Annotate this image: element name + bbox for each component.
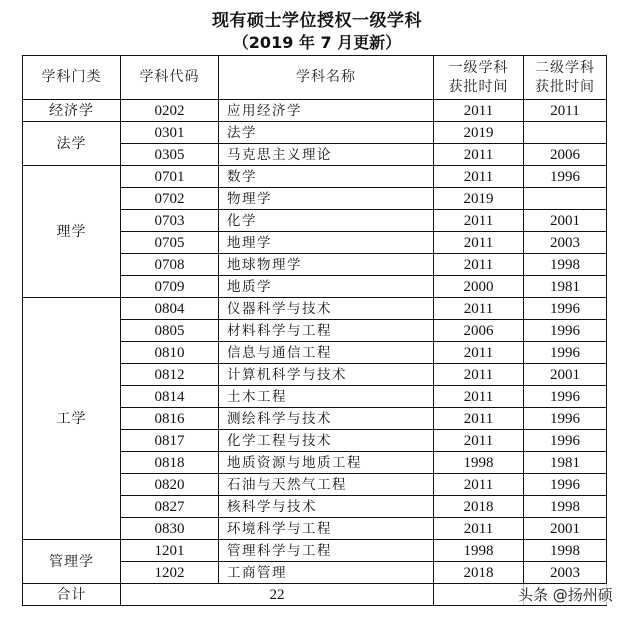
code-cell: 0830 [121,518,219,540]
header-second-level-date: 二级学科 获批时间 [524,56,607,100]
name-cell: 仪器科学与技术 [219,298,434,320]
discipline-table [22,55,607,606]
name-cell: 土木工程 [219,386,434,408]
second-level-date-cell: 1998 [524,540,607,562]
code-cell: 1202 [121,562,219,584]
first-level-date-cell: 2011 [434,254,524,276]
first-level-date-cell: 2018 [434,562,524,584]
second-level-date-cell: 1996 [524,386,607,408]
code-cell: 0301 [121,122,219,144]
first-level-date-cell: 2019 [434,188,524,210]
code-cell: 0810 [121,342,219,364]
code-cell: 0305 [121,144,219,166]
document-subtitle: （2019 年 7 月更新） [232,33,402,52]
code-cell: 0818 [121,452,219,474]
second-level-date-cell: 2006 [524,144,607,166]
first-level-date-cell: 2011 [434,386,524,408]
category-cell: 经济学 [23,100,121,122]
second-level-date-cell: 1981 [524,452,607,474]
name-cell: 测绘科学与技术 [219,408,434,430]
second-level-date-cell: 1996 [524,408,607,430]
first-level-date-cell: 2011 [434,342,524,364]
table-row [23,166,607,188]
first-level-date-cell: 2011 [434,364,524,386]
table-body [23,100,607,584]
first-level-date-cell: 2011 [434,408,524,430]
first-level-date-cell: 2011 [434,298,524,320]
second-level-date-cell: 1996 [524,342,607,364]
code-cell: 0705 [121,232,219,254]
total-empty-cell [434,584,524,606]
first-level-date-cell: 2011 [434,166,524,188]
code-cell: 0708 [121,254,219,276]
second-level-date-cell: 2001 [524,518,607,540]
name-cell: 数学 [219,166,434,188]
code-cell: 1201 [121,540,219,562]
first-level-date-cell: 1998 [434,452,524,474]
code-cell: 0817 [121,430,219,452]
name-cell: 管理科学与工程 [219,540,434,562]
category-cell: 法学 [23,122,121,166]
code-cell: 0202 [121,100,219,122]
code-cell: 0814 [121,386,219,408]
second-level-date-cell: 1996 [524,474,607,496]
name-cell: 化学 [219,210,434,232]
first-level-date-cell: 2011 [434,210,524,232]
second-level-date-cell: 1996 [524,166,607,188]
first-level-date-cell: 2011 [434,232,524,254]
name-cell: 化学工程与技术 [219,430,434,452]
name-cell: 材料科学与工程 [219,320,434,342]
code-cell: 0804 [121,298,219,320]
second-level-date-cell: 2011 [524,100,607,122]
category-cell: 工学 [23,298,121,540]
second-level-date-cell: 2003 [524,562,607,584]
second-level-date-cell: 1998 [524,254,607,276]
code-cell: 0812 [121,364,219,386]
table-row [23,100,607,122]
code-cell: 0703 [121,210,219,232]
name-cell: 地球物理学 [219,254,434,276]
name-cell: 环境科学与工程 [219,518,434,540]
name-cell: 物理学 [219,188,434,210]
second-level-date-cell: 1996 [524,298,607,320]
name-cell: 石油与天然气工程 [219,474,434,496]
code-cell: 0820 [121,474,219,496]
second-level-date-cell [524,122,607,144]
second-level-date-cell: 2003 [524,232,607,254]
category-cell: 管理学 [23,540,121,584]
document-title: 现有硕士学位授权一级学科 [212,11,422,31]
name-cell: 工商管理 [219,562,434,584]
first-level-date-cell: 2011 [434,518,524,540]
table-row [23,540,607,562]
code-cell: 0702 [121,188,219,210]
second-level-date-cell: 1996 [524,430,607,452]
second-level-date-cell: 1996 [524,320,607,342]
name-cell: 信息与通信工程 [219,342,434,364]
watermark: 头条 @扬州硕 [518,586,613,604]
second-level-date-cell: 2001 [524,210,607,232]
header-first-level-date: 一级学科 获批时间 [434,56,524,100]
code-cell: 0701 [121,166,219,188]
name-cell: 法学 [219,122,434,144]
code-cell: 0709 [121,276,219,298]
table-header-row [23,56,607,100]
name-cell: 应用经济学 [219,100,434,122]
first-level-date-cell: 2011 [434,144,524,166]
total-label: 合计 [23,584,121,606]
first-level-date-cell: 2006 [434,320,524,342]
table-row [23,298,607,320]
second-level-date-cell [524,188,607,210]
code-cell: 0816 [121,408,219,430]
name-cell: 地质学 [219,276,434,298]
first-level-date-cell: 1998 [434,540,524,562]
first-level-date-cell: 2011 [434,430,524,452]
header-name: 学科名称 [219,56,434,100]
first-level-date-cell: 2000 [434,276,524,298]
first-level-date-cell: 2011 [434,474,524,496]
second-level-date-cell: 1998 [524,496,607,518]
name-cell: 核科学与技术 [219,496,434,518]
table-row [23,122,607,144]
name-cell: 计算机科学与技术 [219,364,434,386]
first-level-date-cell: 2018 [434,496,524,518]
name-cell: 马克思主义理论 [219,144,434,166]
category-cell: 理学 [23,166,121,298]
header-category: 学科门类 [23,56,121,100]
code-cell: 0827 [121,496,219,518]
name-cell: 地理学 [219,232,434,254]
second-level-date-cell: 1981 [524,276,607,298]
code-cell: 0805 [121,320,219,342]
second-level-date-cell: 2001 [524,364,607,386]
first-level-date-cell: 2019 [434,122,524,144]
total-value: 22 [121,584,434,606]
header-code: 学科代码 [121,56,219,100]
first-level-date-cell: 2011 [434,100,524,122]
name-cell: 地质资源与地质工程 [219,452,434,474]
